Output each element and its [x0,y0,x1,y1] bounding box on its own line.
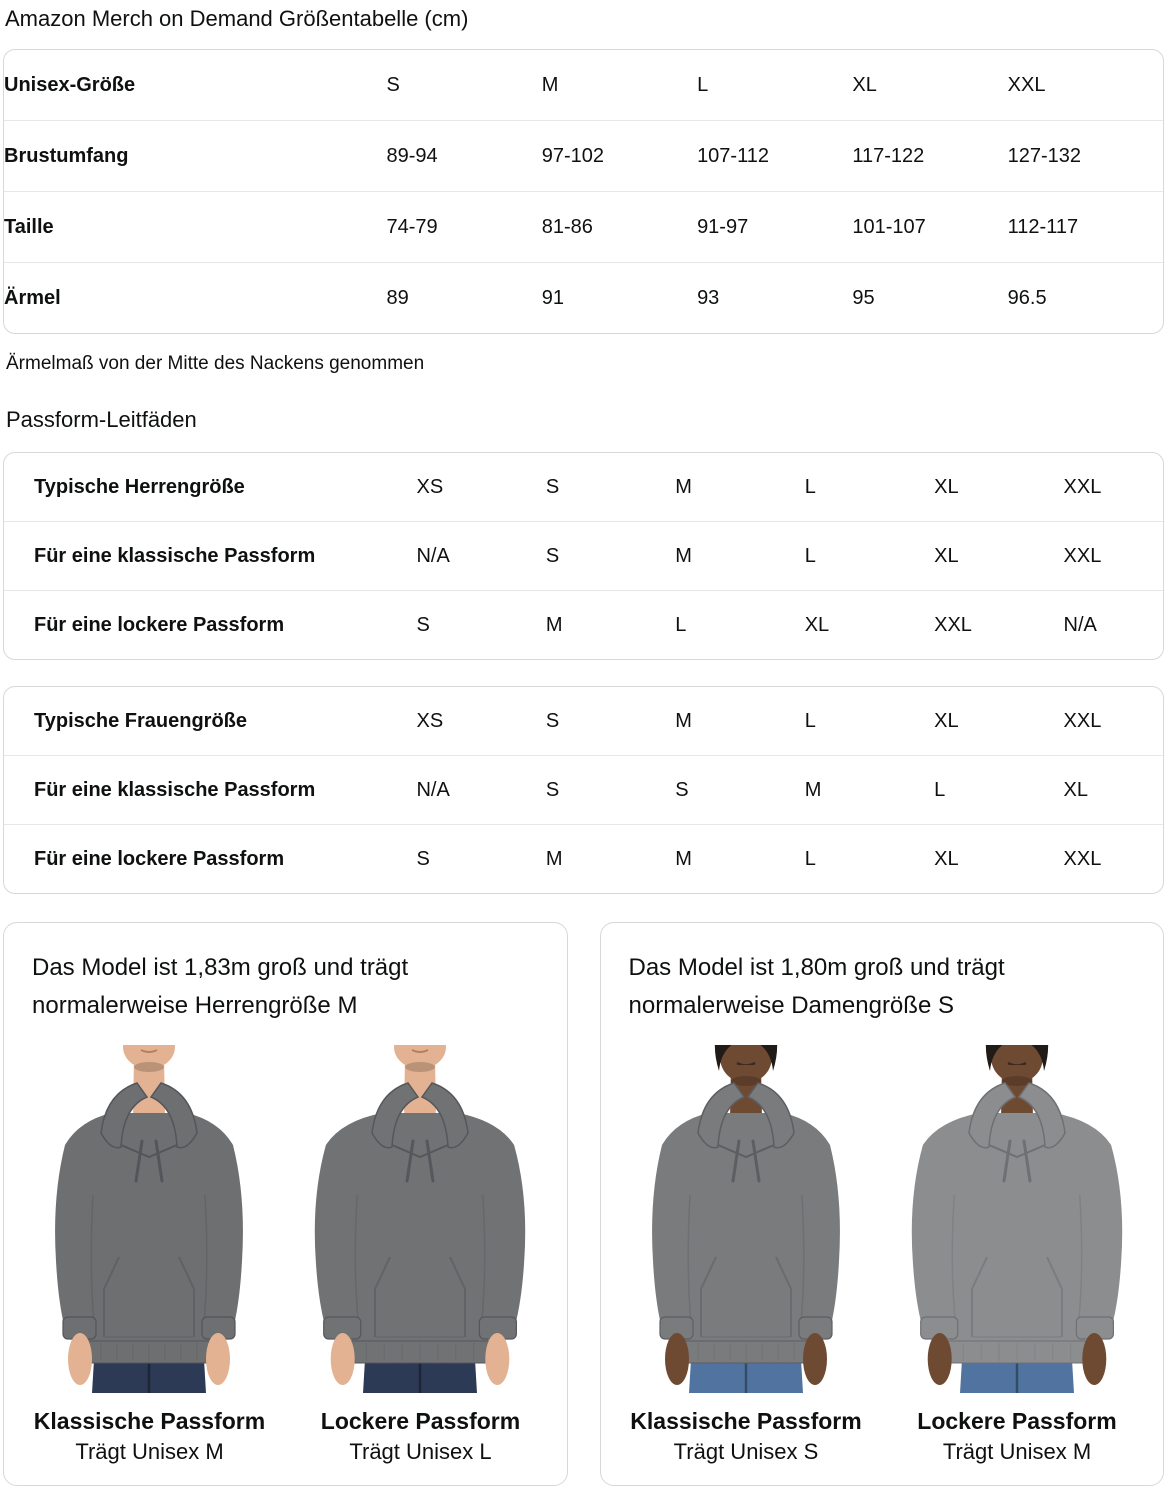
table-row [4,756,1163,825]
size-cell: 93 [697,263,852,334]
size-cell: 101-107 [852,192,1007,263]
figure-caption [24,1407,275,1467]
womens-fit-table-grid [4,687,1163,893]
table-row [4,687,1163,756]
size-cell: N/A [1034,591,1163,660]
size-cell: L [904,756,1033,825]
size-cell: XXL [1034,522,1163,591]
row-label: Für eine lockere Passform [4,825,386,894]
size-cell: M [675,710,692,732]
caption-title: Lockere Passform [320,1408,521,1434]
size-cell: L [804,710,816,732]
size-cell: L [775,825,904,894]
row-label: Typische Frauengröße [34,710,248,732]
model-cards [3,922,1164,1486]
table-row [4,591,1163,660]
model-card [3,922,568,1486]
table-row [4,453,1163,522]
size-cell: XL [934,710,959,732]
figure-row [24,1045,547,1467]
spacer [3,660,1164,686]
size-cell: 89-94 [386,121,541,192]
size-cell: M [675,476,692,498]
unisex-size-table-grid [4,50,1163,333]
caption-subtitle: Trägt Unisex S [673,1439,819,1464]
caption-title: Klassische Passform [33,1408,266,1434]
size-cell: XL [852,74,877,96]
size-cell: N/A [386,522,515,591]
size-cell: 91 [542,263,697,334]
model-photo-loose-fit [295,1045,546,1467]
size-cell: M [645,522,774,591]
table-row [4,192,1163,263]
size-cell: S [516,522,645,591]
size-cell: S [386,591,515,660]
figure-caption [621,1407,872,1467]
row-label: Ärmel [4,263,386,334]
caption-title: Lockere Passform [917,1408,1117,1434]
size-cell: 96.5 [1008,263,1163,334]
page-title: Amazon Merch on Demand Größentabelle (cm) [5,6,469,31]
size-cell: 74-79 [386,192,541,263]
row-label: Für eine klassische Passform [4,522,386,591]
mens-fit-table [3,452,1164,660]
caption-subtitle: Trägt Unisex L [349,1439,492,1464]
table-row [4,121,1163,192]
size-cell: XXL [1063,710,1102,732]
model-photo-loose-fit [892,1045,1143,1467]
size-cell: XS [416,476,444,498]
size-cell: N/A [386,756,515,825]
size-cell: M [541,74,559,96]
size-cell: L [645,591,774,660]
model-photo-classic-fit [621,1045,872,1467]
caption-subtitle: Trägt Unisex M [75,1439,224,1464]
size-cell: L [697,74,709,96]
size-cell: S [386,74,400,96]
size-cell: M [775,756,904,825]
model-description: Das Model ist 1,80m groß und trägt normalerweise Damengröße S [628,954,1005,1019]
size-cell: S [545,710,560,732]
size-cell: XXL [1034,825,1163,894]
row-label: Für eine klassische Passform [4,756,386,825]
model-card [600,922,1165,1486]
row-label: Für eine lockere Passform [4,591,386,660]
size-cell: 127-132 [1008,121,1163,192]
size-cell: 97-102 [542,121,697,192]
size-cell: 117-122 [852,121,1007,192]
table-row [4,50,1163,121]
unisex-size-table [3,49,1164,334]
size-cell: S [645,756,774,825]
size-cell: XL [904,825,1033,894]
size-cell: XL [775,591,904,660]
size-cell: L [775,522,904,591]
size-cell: M [516,825,645,894]
figure-row [621,1045,1144,1467]
size-cell: 95 [852,263,1007,334]
size-cell: 91-97 [697,192,852,263]
row-label: Unisex-Größe [4,74,136,96]
model-photo-classic-fit [24,1045,275,1467]
size-cell: XL [904,522,1033,591]
row-label: Brustumfang [4,121,386,192]
model-description: Das Model ist 1,83m groß und trägt normalerweise Herrengröße M [32,954,409,1019]
size-cell: M [516,591,645,660]
womens-fit-table [3,686,1164,894]
size-cell: XS [416,710,444,732]
caption-title: Klassische Passform [630,1408,862,1434]
row-label: Typische Herrengröße [34,476,245,498]
table-row [4,263,1163,334]
table-row [4,825,1163,894]
mens-fit-table-grid [4,453,1163,659]
size-cell: XXL [904,591,1033,660]
sleeve-measure-note: Ärmelmaß von der Mitte des Nackens genommen [6,353,425,374]
size-cell: S [545,476,560,498]
size-cell: XL [1034,756,1163,825]
size-cell: XXL [1007,74,1046,96]
size-cell: 112-117 [1008,192,1163,263]
size-cell: 81-86 [542,192,697,263]
size-cell: S [386,825,515,894]
size-cell: XXL [1063,476,1102,498]
caption-subtitle: Trägt Unisex M [942,1439,1092,1464]
size-cell: S [516,756,645,825]
figure-caption [295,1407,546,1467]
size-cell: XL [934,476,959,498]
figure-caption [892,1407,1143,1467]
row-label: Taille [4,192,386,263]
table-row [4,522,1163,591]
size-cell: M [645,825,774,894]
fit-guides-heading: Passform-Leitfäden [6,407,197,432]
size-cell: 107-112 [697,121,852,192]
size-cell: L [804,476,816,498]
size-cell: 89 [386,263,541,334]
